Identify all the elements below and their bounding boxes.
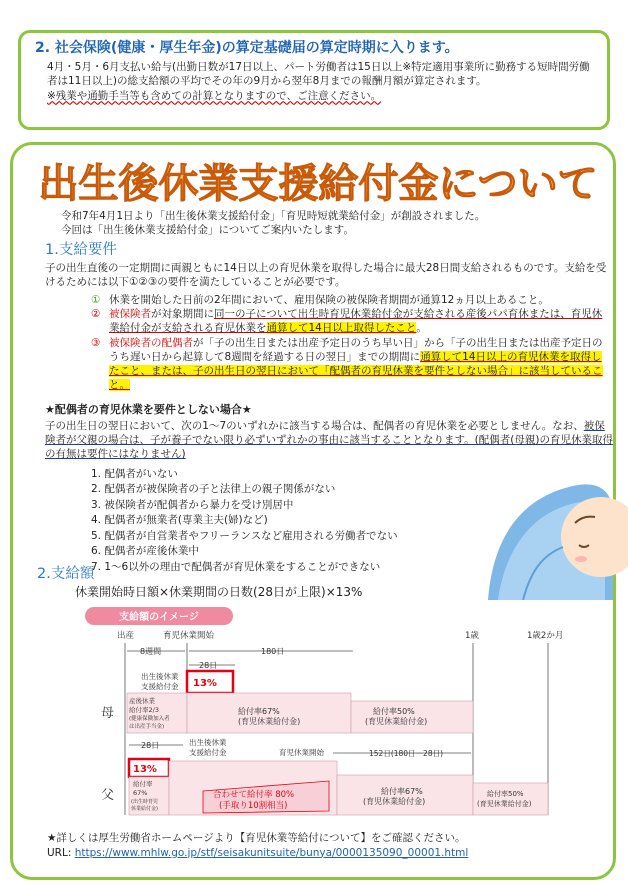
list-item: 7. 1～6以外の理由で配偶者が育児休業をすることができない — [91, 560, 381, 573]
requirement-3-number: ③ — [91, 336, 101, 349]
father-post-birth-label-2: 支援給付金 — [189, 748, 227, 757]
father-side-label-4: 休業給付金) — [131, 806, 158, 812]
intro-line-1: 令和7年4月1日より「出生後休業支援給付金」「育児時短就業給付金」が創設されました。 — [61, 210, 486, 222]
father-side-label-1: 給付率 — [133, 780, 153, 788]
spouse-paragraph — [45, 419, 613, 462]
list-item: 2. 配偶者が被保険者の子と法律上の親子関係がない — [91, 483, 336, 496]
requirements-list — [91, 293, 611, 392]
diagram-banner-text: 支給額のイメージ — [119, 612, 199, 623]
list-item: 3. 被保険者が配偶者から暴力を受け別居中 — [91, 498, 294, 511]
mother-rate-50-label-2: (育児休業給付金) — [365, 717, 428, 726]
father-28-days: 28日 — [141, 741, 160, 750]
benefit-formula: 休業開始時日額×休業期間の日数(28日が上限)×13% — [75, 585, 363, 599]
maternity-label-3: (健康保険加入者 — [129, 716, 170, 722]
url-label: URL: — [47, 846, 72, 859]
requirement-2-number: ② — [91, 308, 101, 321]
section-2-heading: 2.支給額 — [37, 566, 95, 582]
intro-line-2: 今回は「出生後休業支援給付金」についてご案内いたします。 — [61, 224, 354, 237]
requirement-3-subject: 被保険者の配偶者 — [109, 336, 193, 349]
label-leave-start: 育児休業開始 — [163, 631, 215, 641]
benefit-timeline-diagram — [33, 603, 599, 833]
mother-post-birth-label-1: 出生後休業 — [141, 672, 179, 681]
father-rate-50-label-2: (育児休業給付金) — [477, 800, 532, 808]
father-leave-start: 育児休業開始 — [279, 748, 324, 757]
mother-rate-67-label-2: (育児休業給付金) — [238, 717, 301, 726]
label-180-days: 180日 — [261, 647, 285, 656]
father-152-days: 152日(180日－28日) — [369, 749, 444, 758]
requirement-3-highlight: 通算して14日以上の育児休業を取得したこと、または、子の出生日の翌日において「配偶者の育児休業を要件としない場合」に該当していること。 — [109, 350, 603, 392]
section-1-paragraph: 子の出生直後の一定期間に両親ともに14日以上の育児休業を取得した場合に最大28日間支給されるものです。支給を受けるためには以下①②③の要件を満たしていることが必要です。 — [45, 262, 607, 289]
spouse-heading: ★配偶者の育児休業を要件としない場合★ — [45, 403, 252, 416]
combined-rate-label-1: 合わせて給付率 80% — [213, 790, 295, 800]
mhlw-link[interactable]: https://www.mhlw.go.jp/stf/seisakunitsuite/bunya/0000135090_00001.html — [74, 846, 469, 859]
page-title-text: 出生後休業支援給付金について — [38, 161, 598, 207]
list-item: 6. 配偶者が産後休業中 — [91, 545, 199, 558]
list-item: 1. 配偶者がいない — [91, 468, 178, 480]
mother-post-birth-label-2: 支援給付金 — [141, 682, 179, 691]
label-birth: 出産 — [117, 631, 135, 641]
requirement-2-period: 。 — [416, 322, 427, 335]
requirement-1-number: ① — [91, 294, 101, 306]
notice-note: ※残業や通勤手当等も含めての計算となりますので、ご注意ください。 — [47, 89, 382, 102]
father-side-label-2: 67% — [133, 789, 148, 797]
requirement-1-text: 休業を開始した日前の2年間において、雇用保険の被保険者期間が通算12ヵ月以上あること。 — [109, 294, 549, 306]
requirement-3 — [91, 336, 611, 393]
spouse-text-a: 子の出生日の翌日において、次の1～7のいずれかに該当する場合は、配偶者の育児休業を必要としません。なお、 — [45, 420, 584, 432]
requirement-2-highlight: 通算して14日以上取得したこと — [266, 322, 417, 335]
requirement-2-text-b: 同一の子について出生時育児休業給付金が支給される産後パパ育休または、育児休業給付金が支給される育児休業を — [109, 308, 603, 335]
father-rate-67-label-1: 給付率67% — [381, 787, 423, 796]
spouse-exception-list — [91, 467, 398, 575]
sleeping-baby-illustration — [483, 475, 613, 600]
requirement-1 — [91, 293, 611, 307]
combined-rate-label-2: (手取り10割相当) — [219, 801, 288, 811]
benefit-info-panel — [10, 142, 616, 880]
maternity-label-4: は出産手当金) — [129, 724, 165, 730]
father-rate-13: 13% — [133, 764, 157, 775]
label-8-weeks: 8週間 — [140, 647, 162, 656]
label-one-year: 1歳 — [465, 631, 479, 641]
notice-title: 2. 社会保険(健康・厚生年金)の算定基礎届の算定時期に入ります。 — [35, 40, 459, 56]
page-title — [38, 155, 598, 207]
spouse-text-b: 被保険者が父親の場合は、子が養子でない限り必ずいずれかの事由に該当することとなります。(配偶者(母親)の育児休業取得の有無は要件にはなりません) — [45, 420, 613, 461]
requirement-3-text-a: が「子の出生日または出産予定日のうち早い日」から「子の出生日または出産予定日のうち遅い日から起算して8週間を経過する日の翌日」までの期間に — [109, 336, 603, 363]
label-one-year-two-months: 1歳2か月 — [527, 631, 564, 641]
mother-rate-13: 13% — [193, 678, 217, 689]
intro — [61, 209, 601, 237]
father-post-birth-label-1: 出生後休業 — [189, 738, 227, 747]
father-side-label-3: (出生時育児 — [131, 799, 158, 805]
requirement-2-subject: 被保険者 — [109, 308, 151, 321]
maternity-label-2: 給付率2/3 — [129, 706, 159, 714]
mother-rate-67-label-1: 給付率67% — [238, 707, 280, 716]
list-item: 4. 配偶者が無業者(専業主夫(婦)など) — [91, 514, 268, 527]
mother-rate-50-label-1: 給付率50% — [373, 707, 415, 716]
mother-label: 母 — [101, 706, 115, 721]
label-28-days: 28日 — [199, 661, 218, 670]
father-label: 父 — [101, 788, 115, 803]
footer-note: ★詳しくは厚生労働省ホームページより【育児休業等給付について】をご確認ください。 — [47, 832, 466, 844]
list-item: 5. 配偶者が自営業者やフリーランスなど雇用される労働者でない — [91, 529, 398, 542]
notice-body: 4月・5月・6月支払い給与(出勤日数が17日以上、パート労働者は15日以上※特定適用事業所に勤務する短時間労働者は11日以上)の総支給額の平均でその年の9月から翌年8月までの報酬月額が算定されます。 — [47, 61, 590, 88]
requirement-2 — [91, 307, 611, 335]
section-1-heading: 1.支給要件 — [45, 242, 117, 258]
father-rate-50-label-1: 給付率50% — [487, 790, 524, 798]
maternity-label-1: 産後休業 — [129, 697, 155, 705]
social-insurance-notice — [18, 30, 610, 130]
footer — [47, 831, 468, 860]
father-rate-67-label-2: (育児休業給付金) — [363, 797, 426, 806]
requirement-2-text-a: が対象期間に — [151, 308, 214, 321]
